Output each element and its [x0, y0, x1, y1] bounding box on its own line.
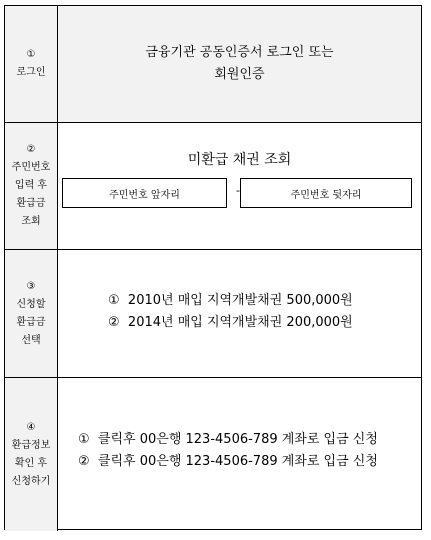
- step-label-line: 환급금: [16, 316, 46, 328]
- step-label-line: 신청하기: [11, 475, 51, 487]
- step-login-row: [5, 6, 421, 123]
- step-label-line: 환급금: [16, 198, 46, 209]
- step-label-line: 조회: [21, 216, 41, 227]
- resident-number-back-field[interactable]: 주민번호 뒷자리: [240, 178, 412, 208]
- step-label-line: 로그인: [16, 67, 46, 78]
- item-marker: ①: [108, 293, 120, 308]
- item-text: 2010년 매입 지역개발채권 500,000원: [127, 293, 353, 308]
- step-select-label: [5, 250, 58, 377]
- item-marker: ②: [108, 315, 120, 330]
- resident-number-front-field[interactable]: 주민번호 앞자리: [62, 178, 227, 208]
- step-lookup-row: [5, 123, 421, 250]
- step-login-content: [58, 6, 421, 122]
- step-apply-label: [5, 378, 58, 531]
- item-marker: ①: [78, 432, 90, 447]
- step-number: ①: [26, 49, 36, 60]
- apply-deposit-option[interactable]: [78, 429, 421, 451]
- step-label-line: 환급정보: [11, 439, 51, 451]
- field-separator: -: [236, 184, 240, 197]
- step-label-line: 신청할: [16, 298, 46, 310]
- step-number: ②: [26, 144, 36, 155]
- step-lookup-label: [5, 123, 58, 249]
- step-number: ③: [26, 280, 36, 292]
- refund-item-option[interactable]: [108, 312, 421, 334]
- step-label-line: 주민번호: [11, 162, 51, 173]
- refund-procedure-table: [4, 5, 422, 530]
- step-label-line: 확인 후: [14, 457, 48, 469]
- step-lookup-content: [58, 123, 421, 249]
- step-label-line: 선택: [21, 334, 41, 346]
- item-text: 2014년 매입 지역개발채권 200,000원: [127, 315, 353, 330]
- item-marker: ②: [78, 454, 90, 469]
- login-text-line: 금융기관 공동인증서 로그인 또는: [145, 45, 334, 60]
- item-text: 클릭후 00은행 123-4506-789 계좌로 입금 신청: [97, 454, 378, 469]
- step-select-content: [58, 250, 421, 377]
- login-text-line: 회원인증: [214, 67, 265, 82]
- step-login-label: [5, 6, 58, 122]
- step-label-line: 입력 후: [14, 180, 48, 191]
- step-select-row: [5, 250, 421, 378]
- lookup-title: 미환급 채권 조회: [187, 152, 292, 168]
- refund-item-option[interactable]: [108, 290, 421, 312]
- step-apply-row: [5, 378, 421, 531]
- step-apply-content: [58, 378, 421, 531]
- item-text: 클릭후 00은행 123-4506-789 계좌로 입금 신청: [97, 432, 378, 447]
- apply-deposit-option[interactable]: [78, 451, 421, 473]
- step-number: ④: [26, 421, 36, 433]
